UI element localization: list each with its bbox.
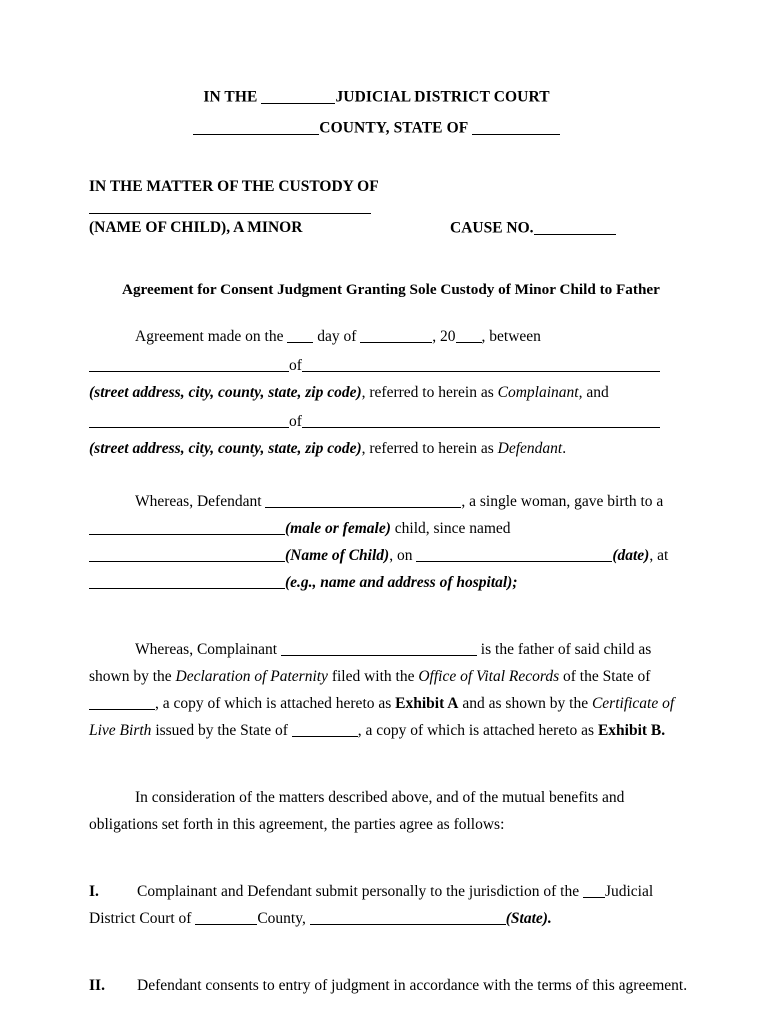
year-blank[interactable] — [456, 327, 482, 343]
defendant-address-blank[interactable] — [302, 412, 660, 428]
matter-heading: IN THE MATTER OF THE CUSTODY OF — [89, 177, 379, 195]
state-blank[interactable] — [472, 119, 560, 135]
certificate-of-text: Certificate of — [591, 694, 675, 712]
whereas-complainant-line-2 — [89, 663, 664, 690]
date-hint: (date) — [612, 546, 650, 564]
filed-with-the-text: filed with the — [327, 667, 419, 685]
whereas-complainant-line-4 — [89, 717, 664, 744]
whereas-defendant-post: , a single woman, gave birth to a — [461, 492, 664, 510]
spacer-after-whereas-defendant — [89, 596, 664, 636]
paternity-state-blank[interactable] — [89, 694, 155, 710]
spacer-after-whereas-complainant — [89, 744, 664, 784]
spacer-after-consideration — [89, 838, 664, 878]
complainant-descriptor-line — [89, 379, 664, 406]
clause-item-2 — [89, 972, 688, 999]
clause-1-text-c: District Court of — [89, 909, 196, 927]
of-the-state-of-text: of the State of — [559, 667, 651, 685]
whereas-defendant-paragraph — [89, 488, 669, 596]
complainant-address-blank[interactable] — [302, 356, 660, 372]
day-of-text: day of — [313, 327, 361, 345]
clause-1-numeral: I. — [89, 882, 99, 900]
hospital-hint: (e.g., name and address of hospital); — [285, 573, 518, 591]
agreement-intro-line — [89, 323, 664, 350]
consideration-line-1: In consideration of the matters described above, and of the mutual benefits and — [135, 788, 625, 806]
complainant-party-block — [89, 352, 664, 406]
defendant-party-block — [89, 408, 664, 462]
agreement-title: Agreement for Consent Judgment Granting Sole Custody of Minor Child to Father — [122, 280, 660, 298]
exhibit-b-text: Exhibit B. — [597, 721, 666, 739]
court-header — [89, 88, 664, 138]
defendant-referred-pre: , referred to herein as — [361, 439, 498, 457]
live-birth-text: Live Birth — [89, 721, 152, 739]
cause-no-blank[interactable] — [534, 219, 616, 235]
in-the-text: IN THE — [203, 88, 262, 106]
birth-date-blank[interactable] — [416, 546, 612, 562]
complainant-referred-pre: , referred to herein as — [361, 383, 498, 401]
issued-by-state-text: issued by the State of — [151, 721, 292, 739]
whereas-complainant-line-3 — [89, 690, 675, 717]
year-prefix-text: , 20 — [432, 327, 456, 345]
child-name-blank[interactable] — [89, 546, 285, 562]
defendant-address-hint: (street address, city, county, state, zip code) — [89, 439, 362, 457]
shown-by-the-text: shown by the — [89, 667, 176, 685]
clause-item-1 — [89, 878, 664, 932]
clause-2-line-1 — [89, 972, 688, 999]
complainant-role: Complainant, — [497, 383, 583, 401]
declaration-of-paternity-text: Declaration of Paternity — [175, 667, 328, 685]
clause-1-text-b: Judicial — [604, 882, 654, 900]
document-body — [89, 88, 688, 999]
clause-1-text-a: Complainant and Defendant submit personally to the jurisdiction of the — [137, 882, 583, 900]
between-text: , between — [481, 327, 541, 345]
clause-2-text: Defendant consents to entry of judgment in accordance with the terms of this agreement. — [137, 976, 688, 994]
complainant-address-hint: (street address, city, county, state, zip code) — [89, 383, 362, 401]
hospital-blank[interactable] — [89, 573, 285, 589]
at-text: , at — [649, 546, 669, 564]
day-blank[interactable] — [287, 327, 313, 343]
complainant-father-name-blank[interactable] — [281, 640, 477, 656]
complainant-name-address-line — [89, 352, 664, 379]
spacer-between-clauses — [89, 932, 664, 972]
defendant-role: Defendant — [497, 439, 563, 457]
whereas-defendant-line-3 — [89, 542, 669, 569]
child-sex-blank[interactable] — [89, 519, 285, 535]
whereas-defendant-line-1 — [89, 488, 664, 515]
consideration-paragraph — [89, 784, 664, 838]
defendant-name-blank[interactable] — [89, 412, 289, 428]
clause-1-state-hint: (State). — [505, 909, 552, 927]
whereas-complainant-line-1 — [89, 636, 664, 663]
clause-1-line-2 — [89, 905, 664, 932]
office-of-vital-records-text: Office of Vital Records — [418, 667, 560, 685]
whereas-defendant-line-2 — [89, 515, 664, 542]
child-name-rule[interactable] — [89, 213, 371, 214]
defendant-mother-name-blank[interactable] — [265, 492, 461, 508]
and-as-shown-text: and as shown by the — [458, 694, 592, 712]
exhibit-a-text: Exhibit A — [395, 694, 459, 712]
judicial-district-court-text: JUDICIAL DISTRICT COURT — [335, 88, 550, 106]
whereas-complainant-paragraph — [89, 636, 675, 744]
copy-attached-a-text: , a copy of which is attached hereto as — [155, 694, 396, 712]
matter-row — [89, 219, 664, 237]
month-blank[interactable] — [360, 327, 432, 343]
on-text: , on — [389, 546, 417, 564]
cause-number-group — [450, 219, 616, 237]
agreement-made-text: Agreement made on the — [135, 327, 288, 345]
defendant-referred-post: . — [562, 439, 567, 457]
matter-block — [89, 178, 664, 237]
clause-1-line-1 — [89, 878, 664, 905]
agreement-intro-paragraph — [89, 323, 664, 350]
defendant-name-address-line — [89, 408, 664, 435]
clause-1-county-blank[interactable] — [195, 909, 257, 925]
cause-no-label: CAUSE NO. — [450, 219, 534, 237]
complainant-referred-post: and — [582, 383, 609, 401]
child-label: (NAME OF CHILD), A MINOR — [89, 218, 303, 236]
consideration-line-2: obligations set forth in this agreement, the parties agree as follows: — [89, 815, 505, 833]
copy-attached-b-text: , a copy of which is attached hereto as — [357, 721, 598, 739]
of-text-complainant: of — [289, 356, 302, 374]
clause-1-text-d: County, — [257, 909, 310, 927]
of-text-defendant: of — [289, 412, 302, 430]
county-blank[interactable] — [193, 119, 319, 135]
whereas-complainant-pre: Whereas, Complainant — [135, 640, 281, 658]
judicial-district-blank[interactable] — [261, 88, 335, 104]
name-of-child-hint: (Name of Child) — [285, 546, 390, 564]
birth-state-blank[interactable] — [292, 721, 358, 737]
whereas-defendant-line-4 — [89, 569, 664, 596]
male-or-female-hint: (male or female) — [285, 519, 391, 537]
spacer-after-parties — [89, 462, 664, 488]
clause-1-state-blank[interactable] — [310, 909, 506, 925]
child-since-named-text: child, since named — [390, 519, 511, 537]
defendant-descriptor-line — [89, 435, 664, 462]
court-header-line-2 — [89, 119, 664, 137]
clause-1-judicial-blank[interactable] — [583, 882, 605, 898]
county-state-of-text: COUNTY, STATE OF — [319, 119, 472, 137]
complainant-name-blank[interactable] — [89, 356, 289, 372]
clause-2-numeral: II. — [89, 976, 105, 994]
court-header-line-1 — [89, 88, 664, 106]
whereas-complainant-post: is the father of said child as — [476, 640, 652, 658]
whereas-defendant-pre: Whereas, Defendant — [135, 492, 266, 510]
